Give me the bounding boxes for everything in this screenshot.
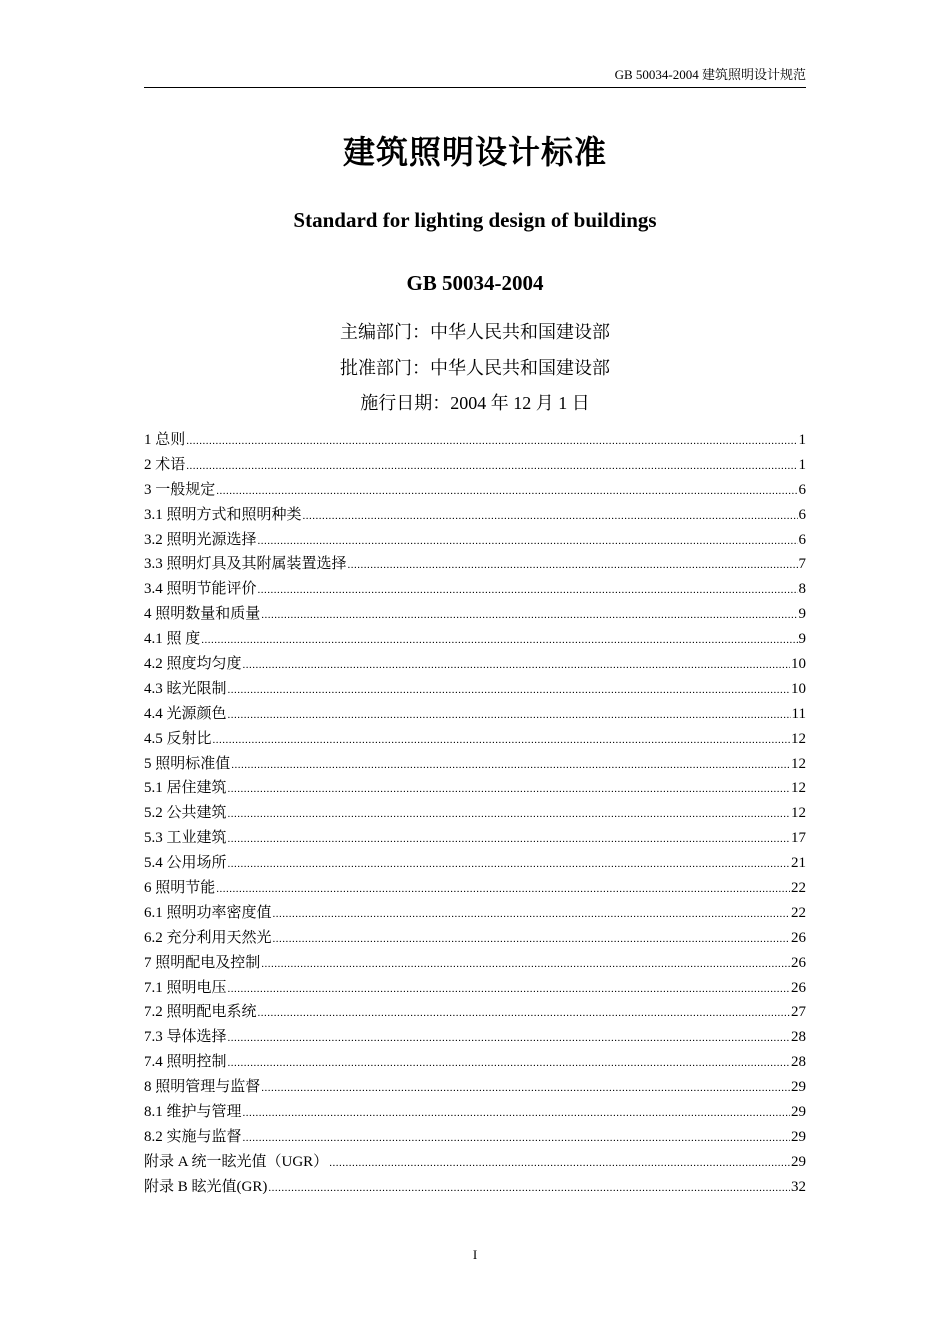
- toc-entry-page: 12: [791, 755, 806, 772]
- toc-entry-page: 26: [791, 929, 806, 946]
- toc-entry[interactable]: [144, 702, 806, 727]
- toc-entry-label: 附录 B 眩光值(GR): [144, 1178, 268, 1195]
- header-rule: [144, 87, 806, 88]
- toc-entry[interactable]: [144, 1075, 806, 1100]
- toc-entry[interactable]: [144, 776, 806, 801]
- toc-entry-page: 1: [798, 432, 806, 448]
- toc-entry[interactable]: [144, 951, 806, 976]
- toc-entry[interactable]: [144, 876, 806, 901]
- toc-entry-label: 5.4 公用场所: [144, 855, 227, 872]
- toc-entry[interactable]: [144, 1125, 806, 1150]
- toc-entry-label: 7.2 照明配电系统: [144, 1004, 257, 1021]
- toc-entry-label: 4.1 照 度: [144, 631, 201, 648]
- toc-entry[interactable]: [144, 1100, 806, 1125]
- toc-dot-leader: [273, 902, 790, 926]
- toc-entry-label: 3 一般规定: [144, 481, 216, 498]
- table-of-contents: [144, 428, 806, 1200]
- toc-dot-leader: [273, 927, 790, 951]
- toc-entry[interactable]: [144, 677, 806, 702]
- toc-entry-label: 1 总则: [144, 432, 186, 448]
- toc-entry-page: 29: [791, 1104, 806, 1121]
- toc-entry[interactable]: [144, 627, 806, 652]
- toc-dot-leader: [216, 479, 797, 503]
- toc-entry-label: 6.1 照明功率密度值: [144, 904, 272, 921]
- toc-entry[interactable]: [144, 1150, 806, 1175]
- toc-entry-label: 5.3 工业建筑: [144, 830, 227, 847]
- document-title-english: Standard for lighting design of buildings: [293, 208, 657, 232]
- toc-entry-label: 4.3 眩光限制: [144, 680, 227, 697]
- toc-entry-label: 5.1 居住建筑: [144, 780, 227, 797]
- toc-entry-label: 3.3 照明灯具及其附属装置选择: [144, 556, 347, 573]
- toc-dot-leader: [228, 777, 790, 801]
- toc-dot-leader: [228, 678, 790, 702]
- toc-entry-page: 12: [791, 805, 806, 822]
- toc-dot-leader: [201, 628, 797, 652]
- toc-entry[interactable]: [144, 801, 806, 826]
- toc-entry-page: 22: [791, 904, 806, 921]
- toc-dot-leader: [329, 1151, 790, 1175]
- toc-entry[interactable]: [144, 976, 806, 1001]
- toc-dot-leader: [228, 1051, 790, 1075]
- toc-entry[interactable]: [144, 453, 806, 478]
- toc-entry-page: 26: [791, 954, 806, 971]
- approving-department: 批准部门：中华人民共和国建设部: [340, 358, 610, 378]
- toc-dot-leader: [231, 753, 790, 777]
- toc-entry-page: 6: [798, 506, 806, 523]
- toc-entry[interactable]: [144, 478, 806, 503]
- toc-entry-label: 附录 A 统一眩光值（UGR）: [144, 1153, 329, 1170]
- running-header: GB 50034-2004 建筑照明设计规范: [614, 67, 806, 82]
- toc-entry[interactable]: [144, 503, 806, 528]
- toc-entry-page: 8: [798, 581, 806, 598]
- effective-date: 施行日期：2004 年 12 月 1 日: [360, 393, 590, 413]
- toc-dot-leader: [228, 977, 790, 1001]
- toc-entry[interactable]: [144, 552, 806, 577]
- toc-entry-label: 4 照明数量和质量: [144, 606, 261, 623]
- toc-dot-leader: [303, 504, 798, 528]
- toc-dot-leader: [261, 603, 797, 627]
- toc-entry[interactable]: [144, 727, 806, 752]
- toc-entry-page: 22: [791, 880, 806, 897]
- toc-entry-page: 21: [791, 855, 806, 872]
- toc-entry-page: 12: [791, 730, 806, 747]
- toc-entry-page: 9: [798, 631, 806, 648]
- toc-entry[interactable]: [144, 1025, 806, 1050]
- toc-dot-leader: [186, 429, 797, 453]
- toc-entry-label: 5.2 公共建筑: [144, 805, 227, 822]
- toc-entry-label: 3.4 照明节能评价: [144, 581, 257, 598]
- toc-dot-leader: [228, 827, 790, 851]
- document-title-chinese: 建筑照明设计标准: [342, 133, 607, 171]
- toc-entry[interactable]: [144, 577, 806, 602]
- toc-entry-page: 11: [791, 705, 806, 722]
- toc-entry[interactable]: [144, 1000, 806, 1025]
- toc-entry-label: 7.1 照明电压: [144, 979, 227, 996]
- toc-entry-page: 29: [791, 1128, 806, 1145]
- toc-entry-page: 12: [791, 780, 806, 797]
- toc-dot-leader: [228, 802, 790, 826]
- toc-entry-label: 8 照明管理与监督: [144, 1079, 261, 1096]
- toc-entry[interactable]: [144, 752, 806, 777]
- toc-entry-page: 10: [791, 656, 806, 673]
- toc-dot-leader: [228, 703, 791, 727]
- toc-dot-leader: [258, 1001, 790, 1025]
- toc-entry-page: 28: [791, 1029, 806, 1046]
- toc-entry-label: 3.1 照明方式和照明种类: [144, 506, 302, 523]
- toc-entry-page: 9: [798, 606, 806, 623]
- editor-department: 主编部门：中华人民共和国建设部: [340, 322, 610, 342]
- toc-entry-page: 7: [798, 556, 806, 573]
- toc-entry-label: 7.3 导体选择: [144, 1029, 227, 1046]
- toc-entry-page: 6: [798, 531, 806, 548]
- toc-entry-label: 4.2 照度均匀度: [144, 656, 242, 673]
- standard-code: GB 50034-2004: [406, 271, 544, 295]
- toc-entry-label: 6.2 充分利用天然光: [144, 929, 272, 946]
- toc-dot-leader: [261, 1076, 790, 1100]
- toc-dot-leader: [228, 852, 790, 876]
- toc-entry-label: 6 照明节能: [144, 880, 216, 897]
- toc-entry[interactable]: [144, 428, 806, 453]
- toc-dot-leader: [228, 1026, 790, 1050]
- toc-entry-label: 8.2 实施与监督: [144, 1128, 242, 1145]
- toc-entry[interactable]: [144, 602, 806, 627]
- toc-dot-leader: [258, 578, 798, 602]
- toc-entry[interactable]: [144, 926, 806, 951]
- toc-entry-label: 4.4 光源颜色: [144, 705, 227, 722]
- toc-entry-label: 3.2 照明光源选择: [144, 531, 257, 548]
- toc-entry-page: 29: [791, 1153, 806, 1170]
- toc-entry[interactable]: [144, 901, 806, 926]
- toc-dot-leader: [243, 1101, 790, 1125]
- toc-dot-leader: [348, 553, 798, 577]
- toc-dot-leader: [258, 529, 798, 553]
- toc-entry-page: 26: [791, 979, 806, 996]
- toc-entry-page: 10: [791, 680, 806, 697]
- toc-entry-page: 32: [791, 1178, 806, 1195]
- toc-entry[interactable]: [144, 851, 806, 876]
- toc-entry[interactable]: [144, 1175, 806, 1200]
- toc-entry-label: 2 术语: [144, 456, 186, 473]
- toc-entry[interactable]: [144, 652, 806, 677]
- toc-entry[interactable]: [144, 826, 806, 851]
- toc-entry-label: 7 照明配电及控制: [144, 954, 261, 971]
- toc-dot-leader: [268, 1176, 790, 1200]
- toc-entry[interactable]: [144, 1050, 806, 1075]
- toc-entry-page: 17: [791, 830, 806, 847]
- toc-entry[interactable]: [144, 528, 806, 553]
- page-number: I: [472, 1247, 478, 1262]
- toc-dot-leader: [186, 454, 797, 478]
- toc-entry-label: 4.5 反射比: [144, 730, 212, 747]
- toc-entry-page: 29: [791, 1079, 806, 1096]
- toc-entry-label: 8.1 维护与管理: [144, 1104, 242, 1121]
- toc-dot-leader: [216, 877, 790, 901]
- toc-entry-label: 7.4 照明控制: [144, 1054, 227, 1071]
- toc-dot-leader: [243, 1126, 790, 1150]
- toc-entry-page: 1: [798, 456, 806, 473]
- toc-entry-label: 5 照明标准值: [144, 755, 231, 772]
- toc-entry-page: 6: [798, 481, 806, 498]
- toc-entry-page: 27: [791, 1004, 806, 1021]
- toc-dot-leader: [213, 728, 790, 752]
- toc-dot-leader: [243, 653, 790, 677]
- toc-entry-page: 28: [791, 1054, 806, 1071]
- toc-dot-leader: [261, 952, 790, 976]
